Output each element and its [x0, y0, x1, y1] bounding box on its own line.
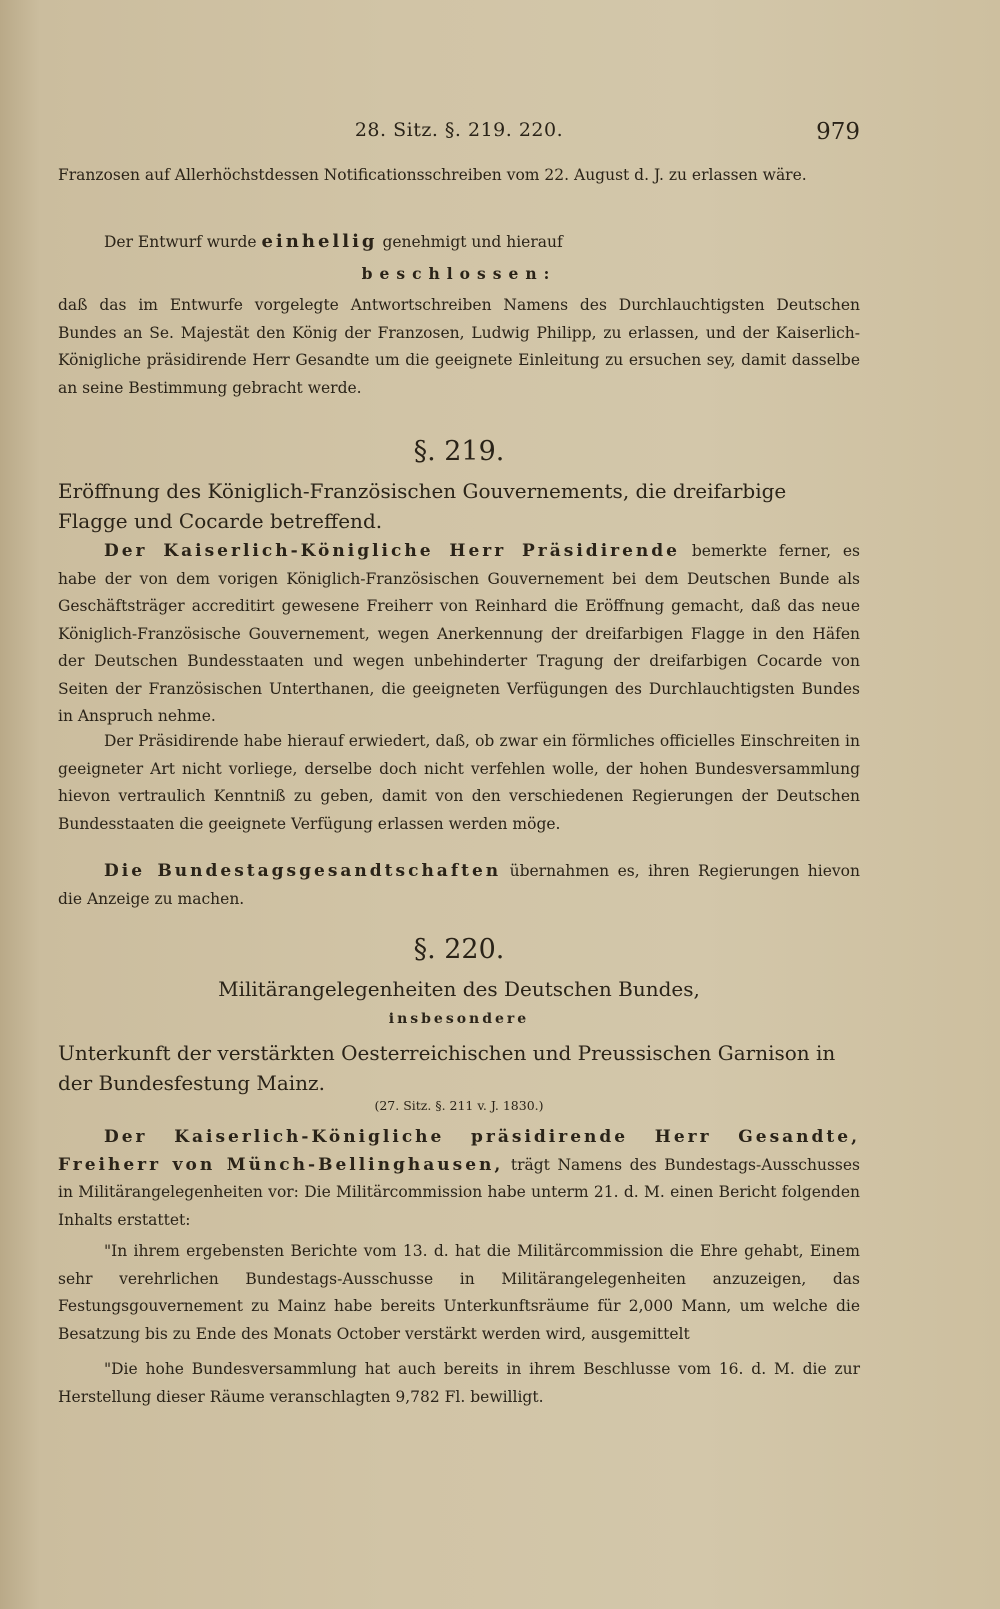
intro-approval	[58, 228, 860, 257]
presiding-title: Der Kaiserlich-Königliche Herr Präsidirende	[104, 541, 680, 561]
intro-continuation: Franzosen auf Allerhöchstdessen Notificationsschreiben vom 22. August d. J. zu erlassen wäre.	[58, 166, 807, 184]
section-219-paragraph-3	[58, 858, 860, 913]
header-title: 28. Sitz. §. 219. 220.	[354, 119, 564, 141]
delegations-label: Die Bundestagsgesandtschaften	[104, 861, 502, 881]
envoy-name: Der Kaiserlich-Königliche präsidirende Herr Gesandte, Freiherr von Münch-Bellinghausen,	[58, 1127, 860, 1175]
paragraph-1-text: bemerkte ferner, es habe der von dem vorigen Königlich-Französischen Gouvernement bei dem Deutschen Bunde als Geschäftsträger accreditirt gewesene Freiherr von Reinhard die Eröffnung gemacht, daß das neue Königlich-Französische Gouvernement, wegen Anerkennung der dreifarbigen Flagge in den Häfen der Deutschen Bundesstaaten und wegen unbehinderter Tragung der dreifarbigen Cocarde von Seiten der Französischen Unterthanen, die geeigneten Verfügungen des Durchlauchtigsten Bundes in Anspruch nehme.	[58, 542, 861, 725]
section-219-number: §. 219.	[413, 436, 505, 467]
section-220-heading-1: Militärangelegenheiten des Deutschen Bundes,	[218, 977, 700, 1001]
section-220-number: §. 220.	[413, 934, 505, 965]
approval-emphasis: einhellig	[261, 231, 378, 252]
page-number: 979	[816, 119, 860, 145]
section-220-heading-2: insbesondere	[388, 1011, 530, 1027]
section-220-reference: (27. Sitz. §. 211 v. J. 1830.)	[374, 1098, 544, 1113]
section-220-heading-3: Unterkunft der verstärkten Oesterreichischen und Preussischen Garnison in der Bundesfestung Mainz.	[58, 1041, 836, 1095]
section-220-paragraph-1-text: trägt Namens des Bundestags-Ausschusses in Militärangelegenheiten vor: Die Militärcommission habe unterm 21. d. M. einen Bericht folgenden Inhalts erstattet:	[58, 1155, 860, 1229]
beschlossen-label: beschlossen:	[361, 264, 557, 283]
section-219-paragraph-1	[58, 538, 860, 731]
section-219-paragraph-2: Der Präsidirende habe hierauf erwiedert, daß, ob zwar ein förmliches officielles Einschreiten in geeigneter Art nicht vorliege, derselbe doch nicht verfehlen wolle, der hohen Bundesversammlung hievon vertraulich Kenntniß zu geben, damit von den verschiedenen Regierungen der Deutschen Bundesstaaten die geeignete Verfügung erlassen werden möge.	[58, 732, 860, 833]
quote-paragraph-1: "In ihrem ergebensten Berichte vom 13. d. hat die Militärcommission die Ehre gehabt, Einem sehr verehrlichen Bundestags-Ausschusse in Militärangelegenheiten anzuzeigen, das Festungsgouvernement zu Mainz habe bereits Unterkunftsräume für 2,000 Mann, um welche die Besatzung bis zu Ende des Monats October verstärkt werden wird, ausgemittelt	[58, 1242, 860, 1343]
running-header	[58, 119, 860, 153]
section-220-paragraph-1	[58, 1124, 860, 1234]
intro-decision: daß das im Entwurfe vorgelegte Antwortschreiben Namens des Durchlauchtigsten Deutschen Bundes an Se. Majestät den König der Franzosen, Ludwig Philipp, zu erlassen, und der Kaiserlich-Königliche präsidirende Herr Gesandte um die geeignete Einleitung zu ersuchen sey, damit dasselbe an seine Bestimmung gebracht werde.	[58, 296, 860, 397]
quote-paragraph-2: "Die hohe Bundesversammlung hat auch bereits in ihrem Beschlusse vom 16. d. M. die zur Herstellung dieser Räume veranschlagten 9,782 Fl. bewilligt.	[58, 1360, 860, 1406]
paragraph-3-text: übernahmen es, ihren Regierungen hievon die Anzeige zu machen.	[58, 862, 860, 908]
approval-pre: Der Entwurf wurde	[104, 233, 257, 251]
approval-post: genehmigt und hierauf	[382, 233, 563, 251]
section-219-heading: Eröffnung des Königlich-Französischen Gouvernements, die dreifarbige Flagge und Cocarde betreffend.	[58, 479, 787, 533]
